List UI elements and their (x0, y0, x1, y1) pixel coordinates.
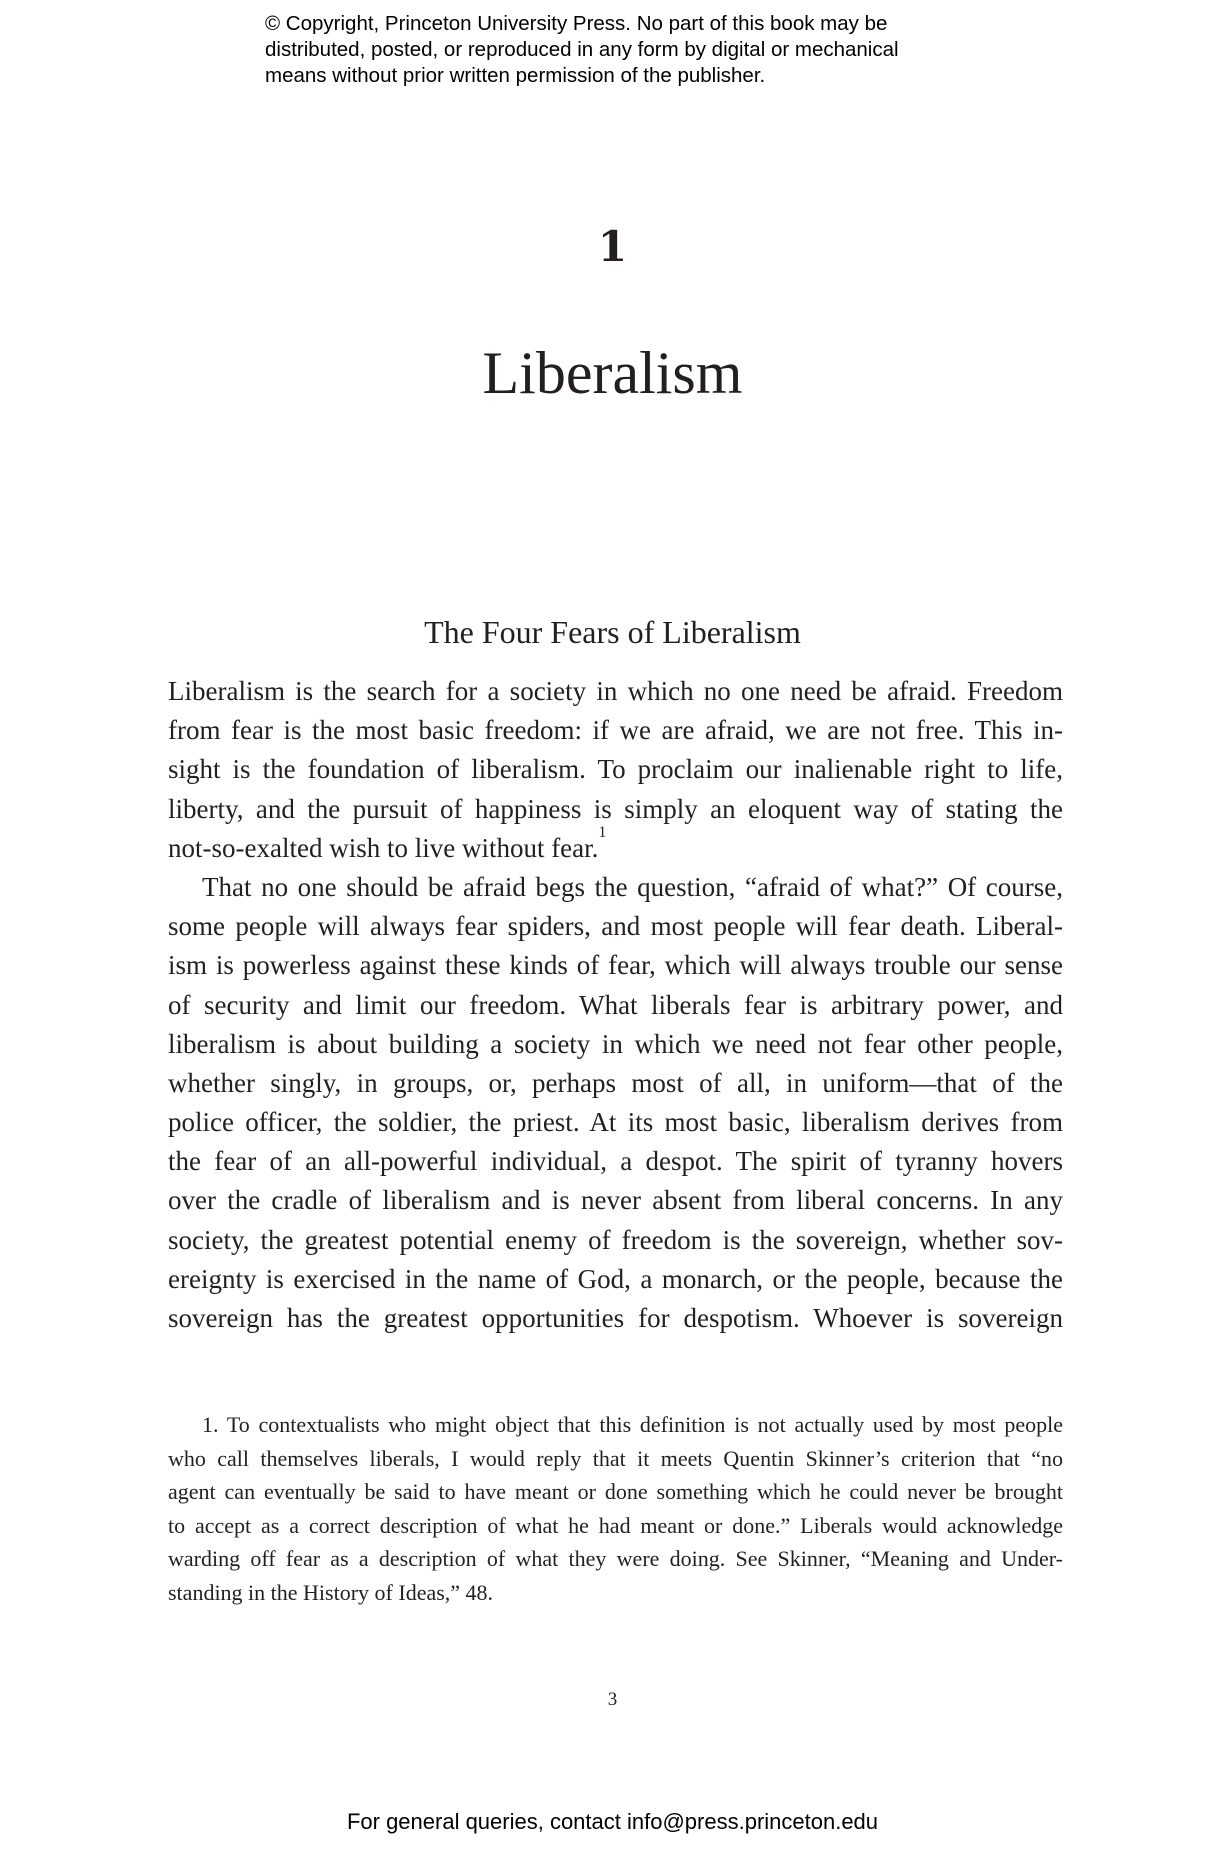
footnote (168, 1408, 1063, 1610)
text-line: Liberalism is the search for a society in which no one need be afraid. Freedom (168, 676, 1063, 706)
copyright-line: © Copyright, Princeton University Press. No part of this book may be (265, 12, 888, 35)
copyright-line: means without prior written permission of the publisher. (265, 64, 766, 87)
paragraph-1 (168, 672, 1063, 868)
text-line: That no one should be afraid begs the question, “afraid of what?” Of course, (202, 871, 1063, 902)
chapter-title: Liberalism (482, 340, 743, 406)
copyright-notice (265, 11, 985, 89)
contact-footer: For general queries, contact info@press.princeton.edu (346, 1809, 879, 1834)
footnote-reference[interactable]: 1 (598, 823, 607, 841)
body-text (168, 672, 1063, 1338)
copyright-line: distributed, posted, or reproduced in any form by digital or mechanical (265, 38, 899, 61)
section-title: The Four Fears of Liberalism (424, 614, 801, 650)
text-line: whether singly, in groups, or, perhaps most of all, in uniform—that of the (168, 1067, 1063, 1098)
footnote-line: agent can eventually be said to have meant or done something which he could never be brought (168, 1479, 1063, 1505)
text-line: of security and limit our freedom. What liberals fear is arbitrary power, and (168, 989, 1063, 1020)
text-line-content: not-so-exalted wish to live without fear. (168, 832, 599, 863)
text-line: liberty, and the pursuit of happiness is simply an eloquent way of stating the (168, 793, 1063, 824)
paragraph-2 (168, 868, 1063, 1338)
footnote-line: standing in the History of Ideas,” 48. (168, 1579, 494, 1605)
chapter-number: 1 (597, 222, 628, 271)
text-line: liberalism is about building a society in which we need not fear other people, (168, 1028, 1063, 1059)
text-line (168, 823, 1063, 868)
text-line: the fear of an all-powerful individual, a despot. The spirit of tyranny hovers (168, 1146, 1063, 1177)
text-line: sovereign has the greatest opportunities for despotism. Whoever is sovereign (168, 1303, 1063, 1333)
text-line: society, the greatest potential enemy of freedom is the sovereign, whether sov- (168, 1224, 1063, 1255)
footnote-line: warding off fear as a description of what they were doing. See Skinner, “Meaning and Under- (168, 1546, 1063, 1572)
text-line: police officer, the soldier, the priest. At its most basic, liberalism derives from (168, 1107, 1063, 1138)
footnote-line: who call themselves liberals, I would reply that it meets Quentin Skinner’s criterion that “no (168, 1445, 1063, 1471)
footnote-line: 1. To contextualists who might object that this definition is not actually used by most people (202, 1412, 1063, 1437)
text-line: ism is powerless against these kinds of fear, which will always trouble our sense (168, 950, 1063, 981)
text-line: sight is the foundation of liberalism. To proclaim our inalienable right to life, (168, 754, 1063, 785)
footnote-line: to accept as a correct description of what he had meant or done.” Liberals would acknowledge (168, 1512, 1063, 1538)
text-line: from fear is the most basic freedom: if we are afraid, we are not free. This in- (168, 715, 1063, 746)
page-number: 3 (607, 1689, 618, 1710)
text-line: over the cradle of liberalism and is never absent from liberal concerns. In any (168, 1185, 1063, 1216)
text-line: some people will always fear spiders, and most people will fear death. Liberal- (168, 911, 1063, 942)
text-line: ereignty is exercised in the name of God, a monarch, or the people, because the (168, 1263, 1063, 1294)
